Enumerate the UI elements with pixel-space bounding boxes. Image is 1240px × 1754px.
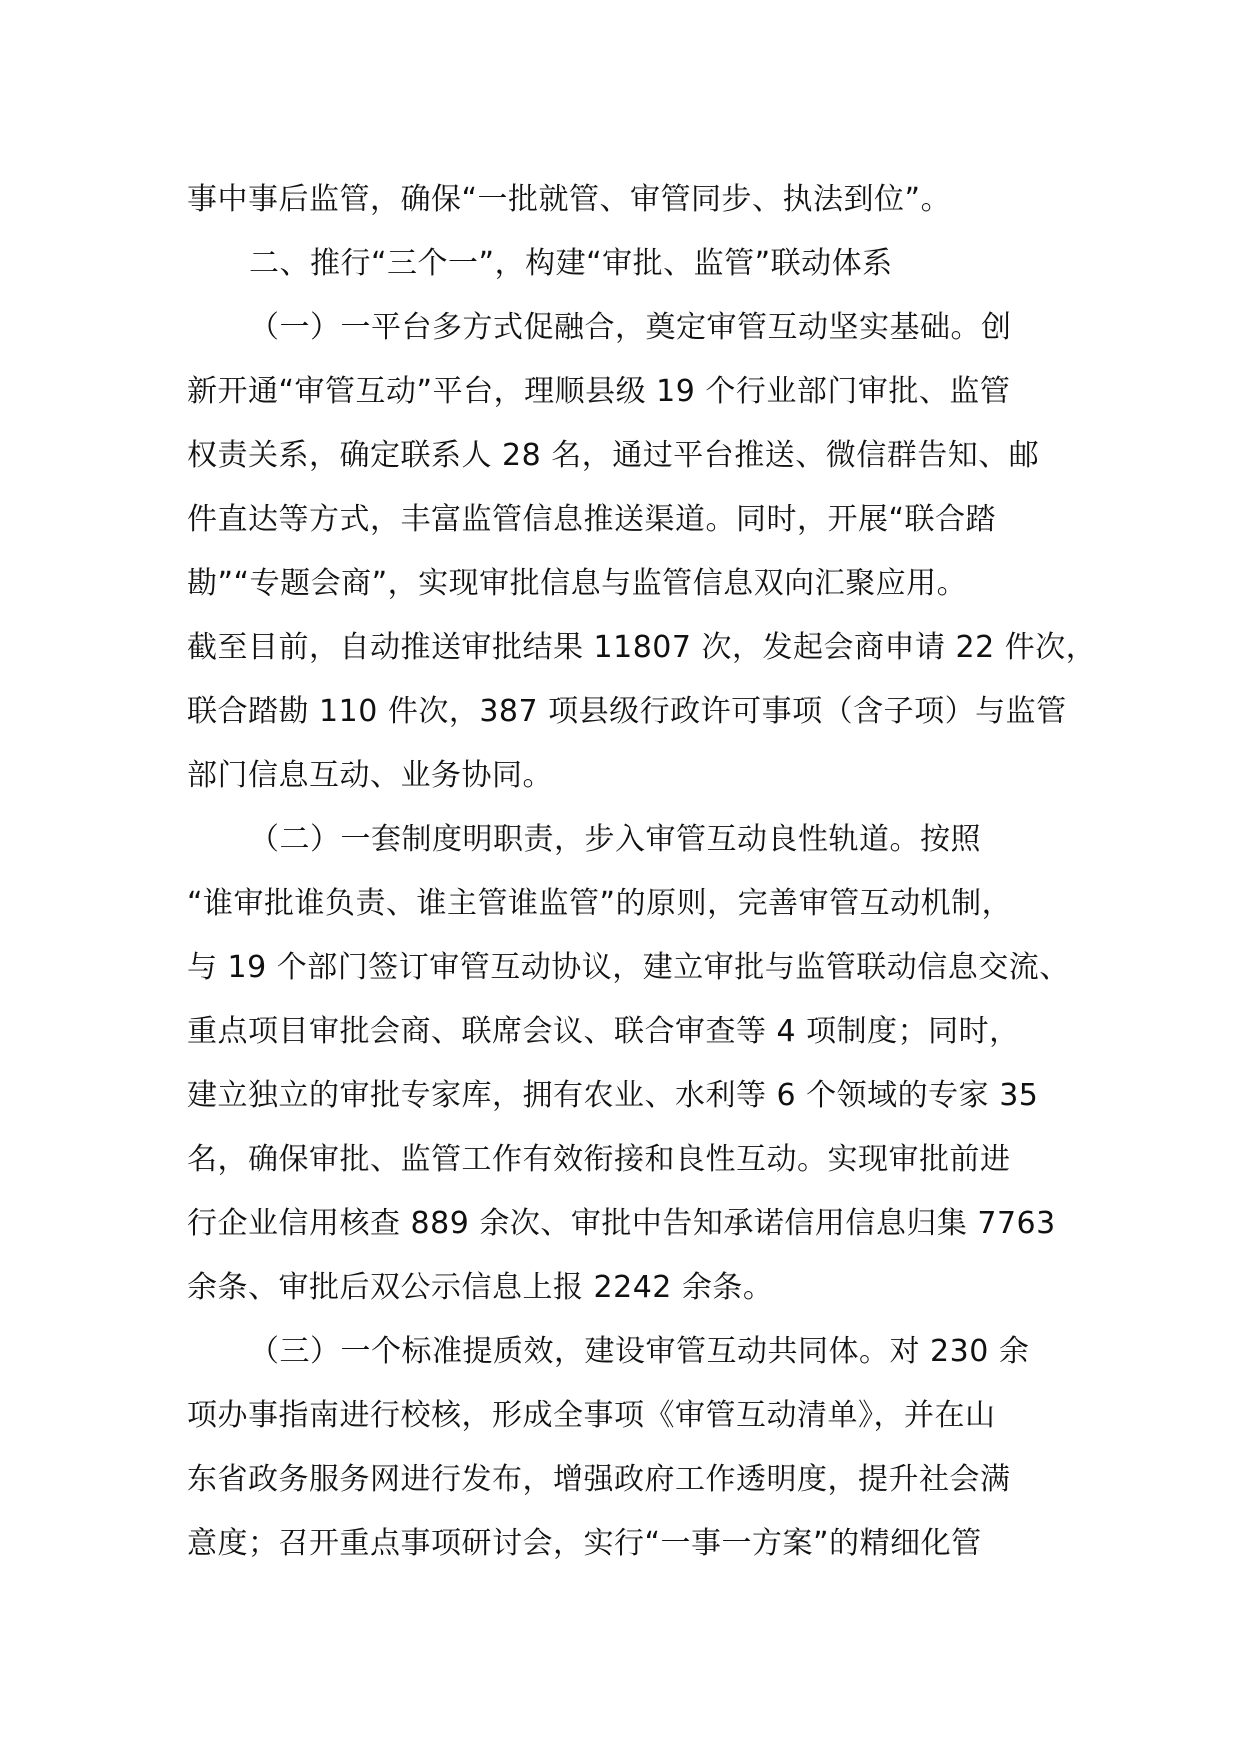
- text-line: 事中事后监管，确保“一批就管、审管同步、执法到位”。: [187, 182, 952, 217]
- text-line: 部门信息互动、业务协同。: [187, 758, 553, 793]
- document-body: [187, 168, 1097, 1576]
- text-line: 项办事指南进行校核，形成全事项《审管互动清单》，并在山: [187, 1398, 996, 1433]
- text-line: 截至目前，自动推送审批结果 11807 次，发起会商申请 22 件次，: [187, 630, 1097, 665]
- text-line: 联合踏勘 110 件次，387 项县级行政许可事项（含子项）与监管: [187, 694, 1067, 729]
- text-line: 意度；召开重点事项研讨会，实行“一事一方案”的精细化管: [187, 1526, 982, 1561]
- text-line: 勘”“专题会商”，实现审批信息与监管信息双向汇聚应用。: [187, 566, 968, 601]
- text-line: （二）一套制度明职责，步入审管互动良性轨道。按照: [249, 822, 981, 857]
- text-line: 件直达等方式，丰富监管信息推送渠道。同时，开展“联合踏: [187, 502, 997, 537]
- text-line: 名，确保审批、监管工作有效衔接和良性互动。实现审批前进: [187, 1142, 1011, 1177]
- text-line: 与 19 个部门签订审管互动协议，建立审批与监管联动信息交流、: [187, 950, 1070, 985]
- text-line: 重点项目审批会商、联席会议、联合审查等 4 项制度；同时，: [187, 1014, 1020, 1049]
- text-line: 行企业信用核查 889 余次、审批中告知承诺信用信息归集 7763: [187, 1206, 1056, 1241]
- text-line: 新开通“审管互动”平台，理顺县级 19 个行业部门审批、监管: [187, 374, 1011, 409]
- section-heading: 二、推行“三个一”，构建“审批、监管”联动体系: [249, 246, 893, 281]
- text-line: 权责关系，确定联系人 28 名，通过平台推送、微信群告知、邮: [187, 438, 1040, 473]
- text-line: （三）一个标准提质效，建设审管互动共同体。对 230 余: [249, 1334, 1030, 1369]
- text-line: 建立独立的审批专家库，拥有农业、水利等 6 个领域的专家 35: [187, 1078, 1039, 1113]
- text-line: “谁审批谁负责、谁主管谁监管”的原则，完善审管互动机制，: [187, 886, 1013, 921]
- text-line: 东省政务服务网进行发布，增强政府工作透明度，提升社会满: [187, 1462, 1011, 1497]
- text-line: （一）一平台多方式促融合，奠定审管互动坚实基础。创: [249, 310, 1012, 345]
- text-line: 余条、审批后双公示信息上报 2242 余条。: [187, 1270, 774, 1305]
